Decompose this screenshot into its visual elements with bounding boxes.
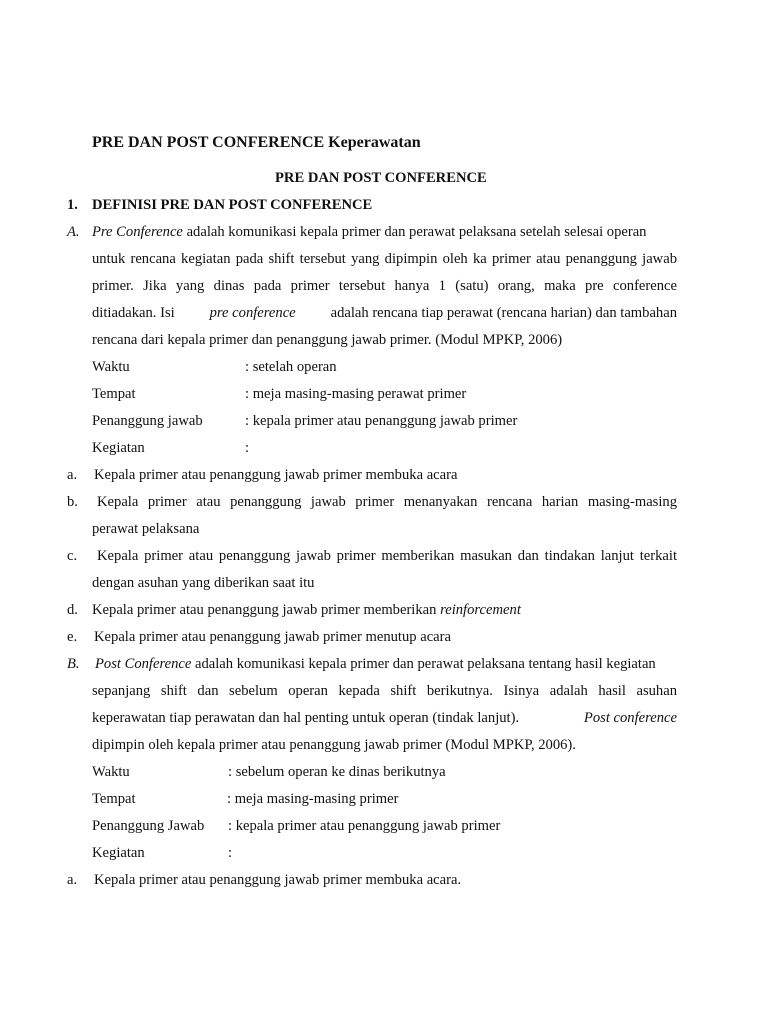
part-a-line-1 [92,225,677,240]
part-b-line-1-text: adalah komunikasi kepala primer dan perawat pelaksana tentang hasil kegiatan [194,656,656,672]
part-b-marker: B. [67,656,80,672]
field-value-penanggung-jawab: : kepala primer atau penanggung jawab primer [245,413,518,429]
part-a-marker: A. [67,224,80,240]
field-value-tempat-b: : meja masing-masing primer [227,791,399,807]
field-label-penanggung-jawab: Penanggung jawab [92,413,203,429]
part-b-line-3-start: keperawatan tiap perawatan dan hal penting untuk operan (tindak lanjut). [92,710,520,726]
activity-b-line-1: Kepala primer atau penanggung jawab primer menanyakan rencana harian masing-masing [97,494,677,510]
center-heading: PRE DAN POST CONFERENCE [275,170,487,186]
part-a-line-4 [92,306,677,321]
field-label-kegiatan: Kegiatan [92,440,145,456]
section-title: DEFINISI PRE DAN POST CONFERENCE [92,197,373,213]
document-title: PRE DAN POST CONFERENCE Keperawatan [92,134,421,151]
activity-a-text: Kepala primer atau penanggung jawab primer membuka acara [94,467,458,483]
activity-b-line-2: perawat pelaksana [92,521,200,537]
field-value-penanggung-jawab-b: : kepala primer atau penanggung jawab primer [228,818,501,834]
activity-d-text: Kepala primer atau penanggung jawab primer memberikan [92,602,437,618]
field-value-kegiatan-b: : [228,845,233,861]
activity-d-line [92,603,521,618]
activity-a-marker: a. [67,467,78,483]
field-value-waktu: : setelah operan [245,359,337,375]
part-b-line-3 [92,711,677,726]
part-a-line-5: rencana dari kepala primer dan penanggung jawab primer. (Modul MPKP, 2006) [92,332,563,348]
activity-c-marker: c. [67,548,78,564]
activity-e-marker: e. [67,629,78,645]
post-conference-term: Post Conference [95,656,192,672]
field-value-waktu-b: : sebelum operan ke dinas berikutnya [228,764,446,780]
pre-conference-inline: pre conference [209,305,296,321]
field-value-kegiatan: : [245,440,250,456]
part-a-line-3: primer. Jika yang dinas pada primer tersebut hanya 1 (satu) orang, maka pre conference [92,278,677,294]
activity-d-marker: d. [67,602,78,618]
activity-e-text: Kepala primer atau penanggung jawab primer menutup acara [94,629,451,645]
part-a-line-1-text: adalah komunikasi kepala primer dan perawat pelaksana setelah selesai operan [186,224,647,240]
part-a-line-4-rest: adalah rencana tiap perawat (rencana harian) dan tambahan [330,305,677,321]
part-b-line-4: dipimpin oleh kepala primer atau penanggung jawab primer (Modul MPKP, 2006). [92,737,576,753]
field-label-tempat: Tempat [92,386,136,402]
reinforcement-term: reinforcement [440,602,521,618]
activity-b-a-marker: a. [67,872,78,888]
field-label-waktu: Waktu [92,359,130,375]
activity-b-marker: b. [67,494,78,510]
post-conference-inline: Post conference [583,710,677,726]
field-label-kegiatan-b: Kegiatan [92,845,145,861]
activity-c-line-1: Kepala primer atau penanggung jawab primer memberikan masukan dan tindakan lanjut terkait [97,548,677,564]
field-label-penanggung-jawab-b: Penanggung Jawab [92,818,205,834]
part-a-line-4-start: ditiadakan. Isi [92,305,175,321]
part-b-line-2: sepanjang shift dan sebelum operan kepada shift berikutnya. Isinya adalah hasil asuhan [92,683,677,699]
field-label-waktu-b: Waktu [92,764,130,780]
field-value-tempat: : meja masing-masing perawat primer [245,386,467,402]
part-a-line-2: untuk rencana kegiatan pada shift tersebut yang dipimpin oleh ka primer atau penanggung jawab [92,251,677,267]
field-label-tempat-b: Tempat [92,791,136,807]
activity-b-a-text: Kepala primer atau penanggung jawab primer membuka acara. [94,872,462,888]
section-number: 1. [67,197,78,213]
activity-c-line-2: dengan asuhan yang diberikan saat itu [92,575,315,591]
part-b-line-1 [95,657,677,672]
pre-conference-term: Pre Conference [92,224,183,240]
